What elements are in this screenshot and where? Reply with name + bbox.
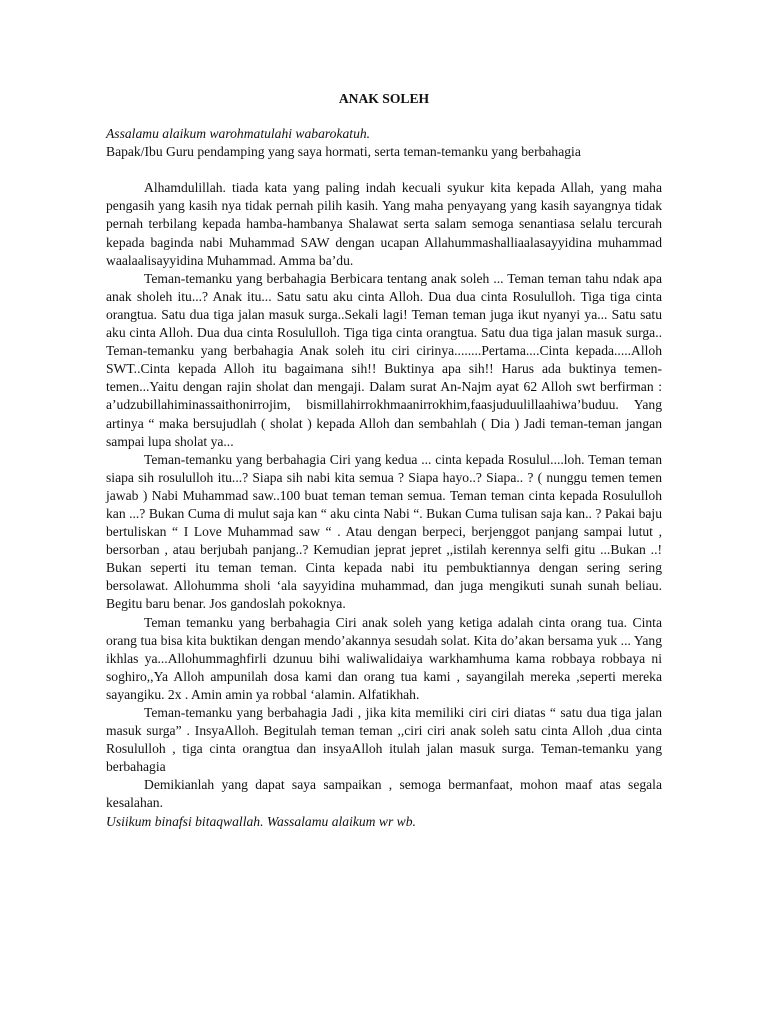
paragraph-third-trait: Teman temanku yang berbahagia Ciri anak soleh yang ketiga adalah cinta orang tua. Cinta orang tua bisa kita buktikan dengan mendo’akannya sesudah solat. Kita do’akan bersama yuk ... Yang ikhlas ya...Allohummaghfirli dzunuu bihi waliwalidaiya warkhamhuma kama robbaya robbaya ni soghiro,,Ya Alloh ampunilah dosa kami dan orang tua kami , sayangilah mereka ,seperti mereka sayangiku. 2x . Amin amin ya robbal ‘alamin. Alfatikhah. [106,614,662,702]
address-line: Bapak/Ibu Guru pendamping yang saya hormati, serta teman-temanku yang berbahagia [106,144,581,160]
document-title: ANAK SOLEH [338,91,430,106]
document-page [106,90,662,831]
paragraph-closing-remarks: Demikianlah yang dapat saya sampaikan , semoga bermanfaat, mohon maaf atas segala kesalahan. [106,777,662,811]
paragraph-second-trait: Teman-temanku yang berbahagia Ciri yang kedua ... cinta kepada Rosulul....loh. Teman teman siapa sih rosululloh itu...? Siapa sih nabi kita semua ? Siapa hayo..? Siapa.. ? ( nunggu temen temen jawab ) Nabi Muhammad saw..100 buat teman teman semua. Teman teman cinta kepada Rosululloh kan ...? Bukan Cuma di mulut saja kan “ aku cinta Nabi “. Bukan Cuma tulisan saja kan.. ? Pakai baju bertuliskan “ I Love Muhammad saw “ . Atau dengan berpeci, berjenggot panjang sampai lutut , bersorban , atau berjubah panjang..? Kemudian jeprat jepret ,,istilah kerennya selfi gitu ...Bukan ..! Bukan seperti itu teman teman. Cinta kepada nabi itu pembuktiannya dengan sering sering bersolawat. Allohumma sholi ‘ala sayyidina muhammad, dan juga mengikuti sunah sunah beliau. Begitu baru benar. Jos gandoslah pokoknya. [106,451,662,612]
closing-line: Usiikum binafsi bitaqwallah. Wassalamu alaikum wr wb. [106,813,416,829]
paragraph-first-trait: Teman-temanku yang berbahagia Berbicara tentang anak soleh ... Teman teman tahu ndak apa anak sholeh itu...? Anak itu... Satu satu aku cinta Alloh. Dua dua cinta Rosululloh. Tiga tiga cinta orangtua. Satu dua tiga jalan masuk surga..Sekali lagi! Teman teman juga ikut nyanyi ya... Satu satu aku cinta Alloh. Dua dua cinta Rosululloh. Tiga tiga cinta orangtua. Satu dua tiga jalan masuk surga.. Teman-temanku yang berbahagia Anak soleh itu ciri cirinya........Pertama....Cinta kepada.....Alloh SWT..Cinta kepada Alloh itu bagaimana sih!! Buktinya apa sih!! Harus ada buktinya temen-temen...Yaitu dengan rajin sholat dan mengaji. Dalam surat An-Najm ayat 62 Alloh swt berfirman : a’udzubillahiminassaithonirrojim, bismillahirrokhmaanirrokhim,faasjuduulillaahiwa’buduu. Yang artinya “ maka bersujudlah ( sholat ) kepada Alloh dan sembahlah ( Dia ) Jadi teman-teman jangan sampai lupa sholat ya... [106,270,662,449]
greeting-line: Assalamu alaikum warohmatulahi wabarokatuh. [106,126,371,142]
paragraph-opening: Alhamdulillah. tiada kata yang paling indah kecuali syukur kita kepada Allah, yang maha pengasih yang kasih nya tidak pernah pilih kasih. Yang maha penyayang yang kasih sayangnya tidak pernah terbilang kepada hamba-hambanya Shalawat serta salam semoga senantiasa selalu tercurah kepada baginda nabi Muhammad SAW dengan ucapan Allahummashalliaalasayyidina muhammad waalaalisayyidina Muhammad. Amma ba’du. [106,180,662,268]
paragraph-conclusion: Teman-temanku yang berbahagia Jadi , jika kita memiliki ciri ciri diatas “ satu dua tiga jalan masuk surga” . InsyaAlloh. Begitulah teman teman ,,ciri ciri anak soleh satu cinta Alloh ,dua cinta Rosululloh , tiga cinta orangtua dan insyaAlloh itulah jalan masuk surga. Teman-temanku yang berbahagia [106,705,662,775]
